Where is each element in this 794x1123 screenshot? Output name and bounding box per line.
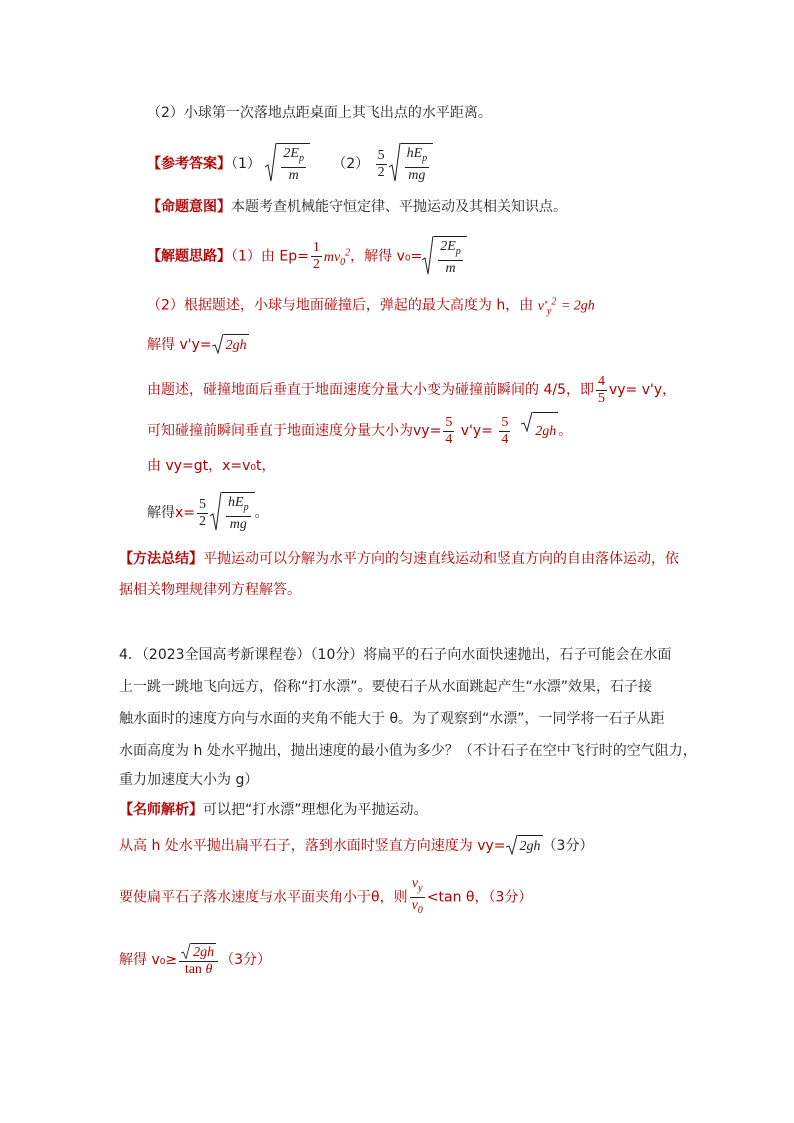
solve-vy-text: 解得 v'y= — [147, 337, 212, 353]
step3-line — [119, 938, 271, 982]
q4-line3 — [119, 709, 665, 729]
answer-p1: （1） — [231, 156, 261, 172]
q4-text1: 4．（2023全国高考新课程卷）（10分）将扁平的石子向水面快速抛出，石子可能会在水面 — [119, 647, 672, 663]
sol2-a: （2）根据题述，小球与地面碰撞后，弹起的最大高度为 h，由 — [147, 297, 538, 314]
q3-part2-text: （2）小球第一次落地点距桌面上其飞出点的水平距离。 — [147, 105, 492, 121]
intent-text: 本题考查机械能守恒定律、平抛运动及其相关知识点。 — [231, 199, 567, 215]
solve-x-coef: $\frac{5}{2}$ — [199, 496, 207, 529]
q4-line5 — [119, 770, 258, 790]
q4-text2: 上一跳一跳地飞向远方，俗称“打水漂”。要使石子从水面跳起产生“水漂”效果，石子接 — [119, 679, 653, 695]
sol2-eq: = 2gh — [560, 298, 595, 314]
desc2-frac2: $\frac{5}{4}$ — [501, 414, 509, 447]
summary-label: 【方法总结】 — [119, 551, 203, 567]
step1-text: 从高 h 处水平抛出扁平石子，落到水面时竖直方向速度为 vy= — [119, 838, 506, 854]
desc2-text: 可知碰撞前瞬间垂直于地面速度分量大小为 — [147, 423, 413, 439]
q3-part2 — [147, 103, 492, 123]
desc2-end: 。 — [558, 423, 573, 439]
solve-x-line — [147, 492, 269, 532]
sol2-vy2: $v'_y^2$ — [537, 296, 557, 317]
intent-line — [147, 197, 567, 217]
q4-line4 — [119, 741, 697, 761]
intent-label: 【命题意图】 — [147, 199, 231, 215]
analysis-text: 可以把“打水漂”理想化为平抛运动。 — [203, 802, 428, 818]
solve-x-formula: $\frac{hE_p}{mg}$ — [210, 492, 255, 534]
solve-x-end: 。 — [254, 505, 269, 521]
solution-line2 — [147, 292, 595, 321]
q4-line2 — [119, 677, 652, 697]
desc2-frac1: $\frac{5}{4}$ — [445, 414, 453, 447]
solve-x-label: 解得 — [147, 505, 175, 521]
q4-line1 — [119, 645, 671, 665]
answer2-formula: $\frac{hE_p}{mg}$ — [389, 143, 434, 185]
step3-frac: $\frac{2gh}{\text{tan θ}}$ — [179, 943, 218, 978]
desc1-frac: $\frac{4}{5}$ — [597, 373, 605, 406]
desc1-text: 由题述，碰撞地面后垂直于地面速度分量大小变为碰撞前瞬间的 4/5，即 — [147, 382, 594, 398]
solution-label: 【解题思路】 — [147, 248, 231, 265]
answer-p2: （2） — [332, 156, 370, 172]
step1-points: （3分） — [542, 838, 594, 854]
step2-line — [119, 876, 532, 916]
eqs-line — [147, 456, 276, 476]
q4-text3: 触水面时的速度方向与水面的夹角不能大于 θ。为了观察到“水漂”，一同学将一石子从距 — [119, 711, 665, 727]
summary-line1 — [119, 549, 679, 569]
answer-label: 【参考答案】 — [147, 156, 231, 172]
summary-line2 — [119, 580, 301, 600]
step2-tail: <tan θ，（3分） — [426, 889, 533, 906]
answer1-formula: $\frac{2E_p}{m}$ — [265, 143, 310, 185]
step2-text: 要使扁平石子落水速度与水平面夹角小于θ，则 — [119, 889, 408, 906]
summary-text2: 据相关物理规律列方程解答。 — [119, 582, 301, 598]
answer-line — [147, 143, 433, 183]
sol1-formula: $\frac{2E_p}{m}$ — [422, 236, 467, 278]
desc2-line — [147, 412, 572, 448]
summary-text1: 平抛运动可以分解为水平方向的匀速直线运动和竖直方向的自由落体运动，依 — [203, 551, 679, 567]
sol1-mv2: $mv_0^2$ — [323, 247, 351, 268]
sol1-b: ，解得 v₀= — [350, 248, 423, 265]
step2-frac: $\frac{v_y}{v_0}$ — [411, 876, 423, 916]
solve-vy-formula: 2gh — [212, 334, 249, 356]
analysis-label: 【名师解析】 — [119, 802, 203, 818]
solution-line1 — [147, 233, 467, 276]
sol1-half: $\frac{1}{2}$ — [312, 240, 320, 273]
answer2-coef: $\frac{5}{2}$ — [377, 147, 385, 180]
desc2-a: vy= — [413, 423, 442, 439]
q4-text5: 重力加速度大小为 g） — [119, 772, 259, 788]
desc1-line — [147, 372, 676, 408]
solve-vy-line — [147, 334, 249, 356]
analysis-line — [119, 800, 428, 820]
step3-text: 解得 v₀≥ — [119, 952, 178, 968]
q4-text4: 水面高度为 h 处水平抛出，抛出速度的最小值为多少？（不计石子在空中飞行时的空气阻力， — [119, 743, 697, 759]
solve-x-pre: x= — [175, 505, 196, 521]
step1-formula: 2gh — [506, 835, 543, 857]
step1-line — [119, 835, 593, 857]
desc2-b: v'y= — [456, 423, 493, 439]
desc2-formula: 2gh — [521, 412, 558, 450]
eqs-text: 由 vy=gt，x=v₀t， — [147, 458, 276, 474]
step3-points: （3分） — [220, 952, 271, 968]
sol1-a: （1）由 Ep= — [231, 248, 309, 265]
desc1-tail: vy= v'y， — [608, 382, 677, 398]
